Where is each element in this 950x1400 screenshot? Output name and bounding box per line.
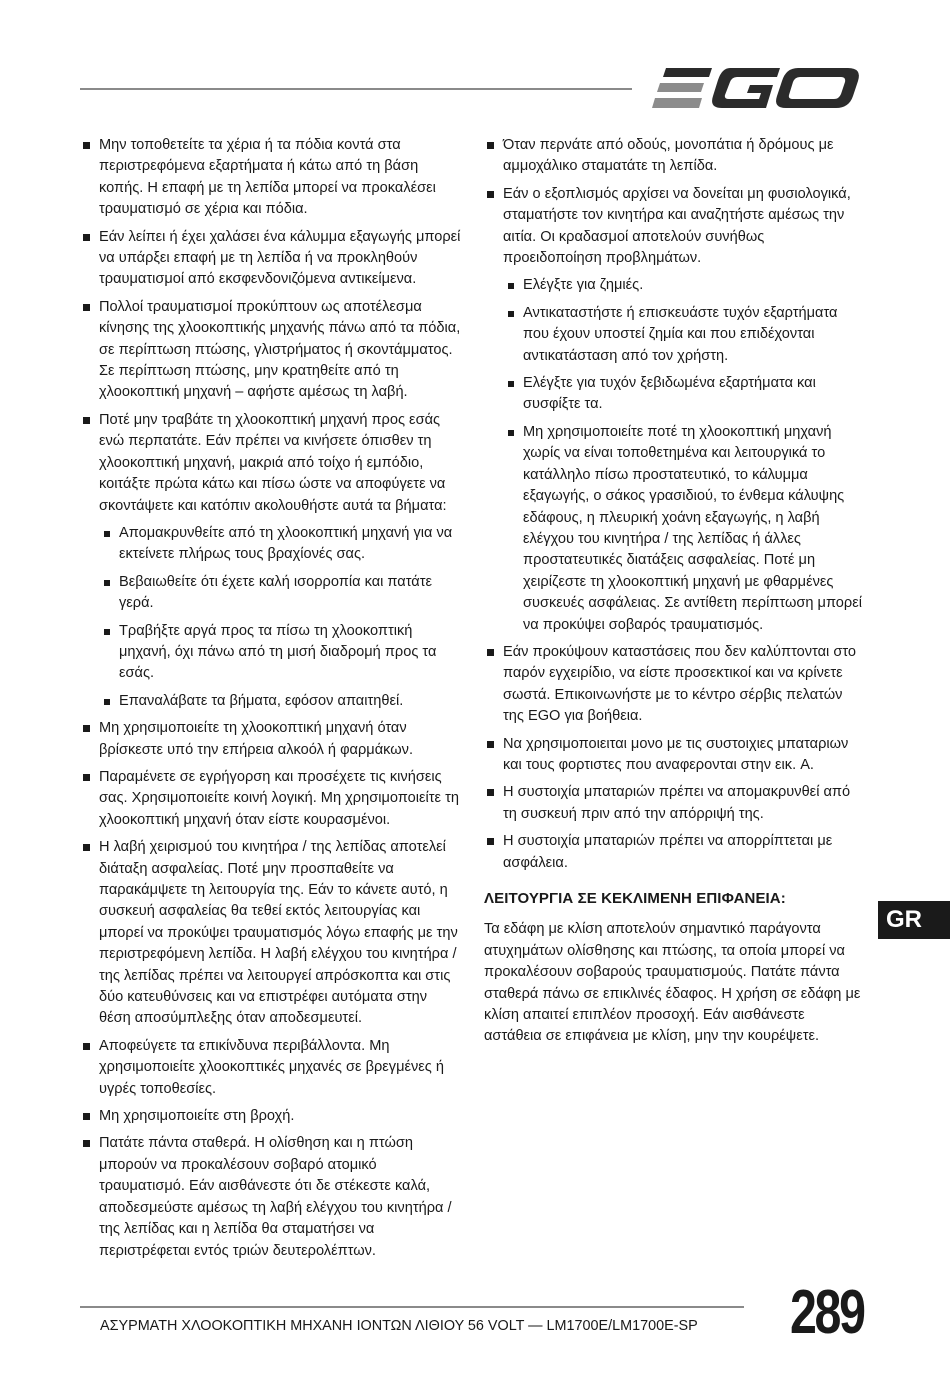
list-item: Αποφεύγετε τα επικίνδυνα περιβάλλοντα. Μη χρησιμοποιείτε χλοοκοπτικές μηχανές σε βρεγμένες ή υγρές τοποθεσίες. (80, 1036, 462, 1100)
sub-list-item: Απομακρυνθείτε από τη χλοοκοπτική μηχανή για να εκτείνετε πλήρως τους βραχίονές σας. (99, 523, 462, 566)
list-item: Μην τοποθετείτε τα χέρια ή τα πόδια κοντά στα περιστρεφόμενα εξαρτήματα ή κάτω από τη βάση κοπής. Η επαφή με τη λεπίδα μπορεί να προκαλέσει τραυματισμό σε χέρια και πόδια. (80, 135, 462, 221)
ego-logo (652, 62, 862, 114)
list-item: Όταν περνάτε από οδούς, μονοπάτια ή δρόμους με αμμοχάλικο σταματάτε τη λεπίδα. (484, 135, 862, 178)
sub-list (99, 523, 462, 712)
sub-list-item: Επαναλάβατε τα βήματα, εφόσον απαιτηθεί. (99, 691, 462, 712)
footer-title: ΑΣΥΡΜΑΤΗ ΧΛΟΟΚΟΠΤΙΚΗ ΜΗΧΑΝΗ ΙΟΝΤΩΝ ΛΙΘΙΟΥ 56 VOLT — LM1700E/LM1700E-SP (100, 1318, 698, 1334)
list-item: Μη χρησιμοποιείτε στη βροχή. (80, 1106, 462, 1127)
list-item (80, 410, 462, 712)
list-item-text: Ποτέ μην τραβάτε τη χλοοκοπτική μηχανή προς εσάς ενώ περπατάτε. Εάν πρέπει να κινήσετε όπισθεν τη χλοοκοπτική μηχανή, μακριά από τοίχο ή εμπόδιο, κοιτάξτε πρώτα κάτω και πίσω ώστε να αποφύγετε να σκοντάψετε και κατόπιν ακολουθήστε αυτά τα βήματα: (99, 411, 447, 514)
list-item: Μη χρησιμοποιείτε τη χλοοκοπτική μηχανή όταν βρίσκεστε υπό την επήρεια αλκοόλ ή φαρμάκων. (80, 718, 462, 761)
list-item: Πολλοί τραυματισμοί προκύπτουν ως αποτέλεσμα κίνησης της χλοοκοπτικής μηχανής πάνω από τα πόδια, σε περίπτωση πτώσης, γλιστρήματος ή σκοντάμματος. Σε περίπτωση πτώσης, μην κρατηθείτε από τη χλοοκοπτική μηχανή – αφήστε αμέσως τη λαβή. (80, 297, 462, 404)
section-paragraph: Τα εδάφη με κλίση αποτελούν σημαντικό παράγοντα ατυχημάτων ολίσθησης και πτώσης, τα οποία μπορεί να προκαλέσουν σοβαρούς τραυματισμούς. Πατάτε πάντα σταθερά πάνω σε επικλινές έδαφος. Η χρήση σε εδάφη με κλίση απαιτεί επιπλέον προσοχή. Εάν αισθάνεστε αστάθεια σε επιφάνεια με κλίση, μην την κουρέψετε. (484, 921, 861, 1045)
footer-rule (80, 1306, 744, 1308)
sub-list-item: Ελέγξτε για ζημιές. (503, 275, 862, 296)
sub-list-item: Τραβήξτε αργά προς τα πίσω τη χλοοκοπτική μηχανή, όχι πάνω από τη μισή διαδρομή προς τα εσάς. (99, 621, 462, 685)
sub-list-item: Μη χρησιμοποιείτε ποτέ τη χλοοκοπτική μηχανή χωρίς να είναι τοποθετημένα και λειτουργικά το κατάλληλο πίσω προστατευτικό, το κάλυμμα εξαγωγής, ο σάκος γρασιδιού, το ένθεμα κάλυψης εδάφους, η πλευρική χοάνη εξαγωγής, η λαβή ελέγχου του κινητήρα / της λεπίδας ή άλλες προστατευτικές διατάξεις ασφαλείας. Ποτέ μη χειρίζεστε τη χλοοκοπτική μηχανή με φθαρμένες συσκευές ασφάλειας. Σε αντίθετη περίπτωση μπορεί να προκύψει σοβαρός τραυματισμός. (503, 422, 862, 636)
header-rule (80, 88, 632, 90)
list-item: Παραμένετε σε εγρήγορση και προσέχετε τις κινήσεις σας. Χρησιμοποιείτε κοινή λογική. Μη χρησιμοποιείτε τη χλοοκοπτική μηχανή όταν είστε κουρασμένοι. (80, 767, 462, 831)
left-column (80, 135, 462, 1268)
section-heading: ΛΕΙΤΟΥΡΓΙΑ ΣΕ ΚΕΚΛΙΜΕΝΗ ΕΠΙΦΑΝΕΙΑ: (484, 890, 786, 907)
sub-list-item: Βεβαιωθείτε ότι έχετε καλή ισορροπία και πατάτε γερά. (99, 572, 462, 615)
sub-list (503, 275, 862, 636)
language-tab: GR (878, 901, 950, 939)
sub-list-item: Ελέγξτε για τυχόν ξεβιδωμένα εξαρτήματα και συσφίξτε τα. (503, 373, 862, 416)
list-item-text: Εάν ο εξοπλισμός αρχίσει να δονείται μη φυσιολογικά, σταματήστε τον κινητήρα και αναζητήστε αμέσως την αιτία. Οι κραδασμοί αποτελούν συνήθως προειδοποίηση προβλημάτων. (503, 185, 851, 267)
list-item (484, 184, 862, 636)
safety-list-left (80, 135, 462, 1262)
list-item: Εάν λείπει ή έχει χαλάσει ένα κάλυμμα εξαγωγής μπορεί να υπάρξει επαφή με τη λεπίδα ή να προκληθούν τραυματισμοί από εκσφενδονιζόμενα αντικείμενα. (80, 227, 462, 291)
list-item: Η συστοιχία μπαταριών πρέπει να απομακρυνθεί από τη συσκευή πριν από την απόρριψή της. (484, 782, 862, 825)
list-item: Εάν προκύψουν καταστάσεις που δεν καλύπτονται στο παρόν εγχειρίδιο, να είστε προσεκτικοί και να κρίνετε σωστά. Επικοινωνήστε με το κέντρο σέρβις πελατών της EGO για βοήθεια. (484, 642, 862, 728)
sub-list-item: Αντικαταστήστε ή επισκευάστε τυχόν εξαρτήματα που έχουν υποστεί ζημία και που επιδέχονται αντικατάσταση από τον χρήστη. (503, 303, 862, 367)
list-item: Η λαβή χειρισμού του κινητήρα / της λεπίδας αποτελεί διάταξη ασφαλείας. Ποτέ μην προσπαθείτε να παρακάμψετε τη λειτουργία της. Εάν το κάνετε αυτό, η συσκευή ασφαλείας θα τεθεί εκτός λειτουργίας και μπορεί να προκύψει τραυματισμός λόγω επαφής με την περιστρεφόμενη λεπίδα. Η λαβή ελέγχου του κινητήρα / της λεπίδας πρέπει να λειτουργεί απρόσκοπτα και στις δύο κατευθύνσεις και να επιστρέφει αυτόματα στην θέση αποσύμπλεξης όταν αποδεσμευτεί. (80, 837, 462, 1030)
page-number: 289 (790, 1278, 864, 1347)
list-item: Να χρησιμοποιειται μονο με τις συστοιχιες μπαταριων και τους φορτιστες που αναφερονται στην εικ. A. (484, 734, 862, 777)
list-item: Η συστοιχία μπαταριών πρέπει να απορρίπτεται με ασφάλεια. (484, 831, 862, 874)
safety-list-right (484, 135, 862, 874)
right-column (484, 135, 862, 1048)
list-item: Πατάτε πάντα σταθερά. Η ολίσθηση και η πτώση μπορούν να προκαλέσουν σοβαρό ατομικό τραυματισμό. Εάν αισθάνεστε ότι δε στέκεστε καλά, αποδεσμεύστε αμέσως τη λαβή ελέγχου του κινητήρα / της λεπίδας και η λεπίδα θα σταματήσει να περιστρέφεται εντός τριών δευτερολέπτων. (80, 1133, 462, 1261)
